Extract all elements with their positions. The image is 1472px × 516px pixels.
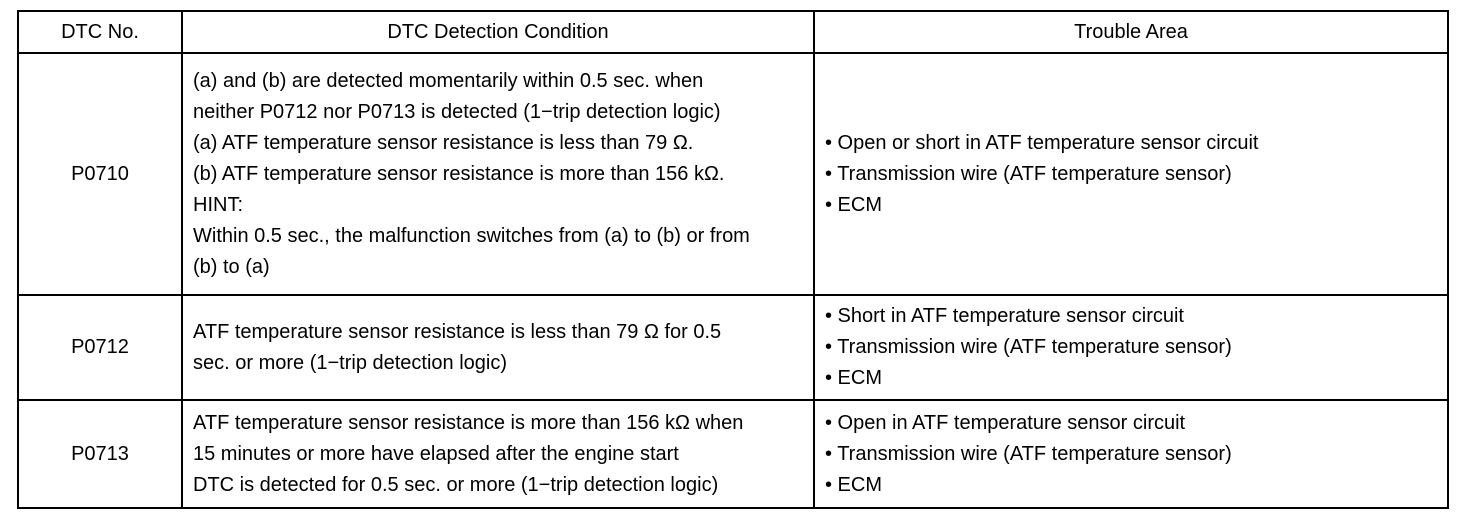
dtc-code: P0710 [18, 53, 182, 295]
condition-line: (a) ATF temperature sensor resistance is less than 79 Ω. [193, 131, 694, 154]
condition-line: neither P0712 nor P0713 is detected (1−trip detection logic) [193, 100, 721, 123]
trouble-area-item: • ECM [825, 473, 883, 496]
detection-condition [182, 400, 814, 508]
header-trouble-area: Trouble Area [814, 11, 1448, 53]
dtc-code: P0712 [18, 295, 182, 400]
condition-line: sec. or more (1−trip detection logic) [193, 351, 508, 374]
condition-line: ATF temperature sensor resistance is less than 79 Ω for 0.5 [193, 320, 722, 343]
detection-condition [182, 53, 814, 295]
table-row [18, 400, 1448, 508]
table-row [18, 295, 1448, 400]
condition-line: 15 minutes or more have elapsed after the engine start [193, 442, 679, 465]
trouble-area-item: • Short in ATF temperature sensor circuit [825, 305, 1184, 327]
detection-condition [182, 295, 814, 400]
table-row [18, 53, 1448, 295]
trouble-area-item: • Transmission wire (ATF temperature sensor) [825, 336, 1232, 358]
header-detection-condition: DTC Detection Condition [182, 11, 814, 53]
trouble-area-item: • Open in ATF temperature sensor circuit [825, 411, 1186, 434]
condition-line: ATF temperature sensor resistance is more than 156 kΩ when [193, 411, 744, 434]
condition-line: (b) to (a) [193, 255, 270, 278]
trouble-area [814, 295, 1448, 400]
trouble-area-item: • ECM [825, 367, 883, 389]
condition-line: (a) and (b) are detected momentarily within 0.5 sec. when [193, 69, 704, 92]
condition-line: Within 0.5 sec., the malfunction switches from (a) to (b) or from [193, 224, 750, 247]
trouble-area [814, 400, 1448, 508]
header-dtc-no: DTC No. [18, 11, 182, 53]
condition-line: (b) ATF temperature sensor resistance is more than 156 kΩ. [193, 162, 725, 185]
trouble-area-item: • Transmission wire (ATF temperature sensor) [825, 442, 1232, 465]
dtc-code: P0713 [18, 400, 182, 508]
trouble-area-item: • Open or short in ATF temperature sensor circuit [825, 131, 1259, 154]
dtc-table [17, 10, 1449, 509]
trouble-area-item: • ECM [825, 193, 883, 216]
trouble-area-item: • Transmission wire (ATF temperature sensor) [825, 162, 1232, 185]
condition-line: DTC is detected for 0.5 sec. or more (1−trip detection logic) [193, 473, 719, 496]
condition-line: HINT: [193, 193, 243, 216]
trouble-area [814, 53, 1448, 295]
table-header-row [18, 11, 1448, 53]
